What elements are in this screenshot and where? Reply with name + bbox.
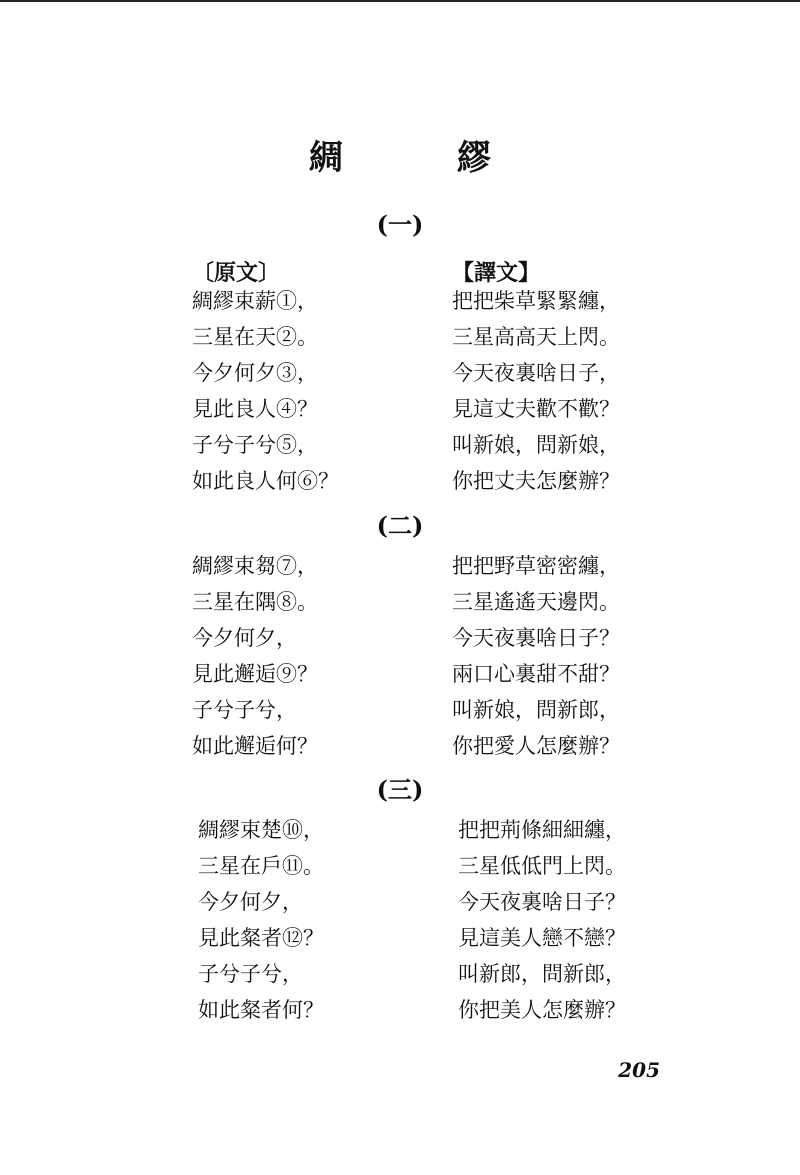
original-line: 如此良人何⑥？ [192,469,339,493]
original-line: 三星在天②。 [192,325,318,349]
original-line: 三星在戶⑪。 [198,854,324,878]
translation-line: 三星遙遙天邊閃。 [452,590,620,614]
original-line: 綢繆束薪①， [192,289,318,313]
original-line: 今夕何夕， [192,626,297,650]
section-label: (三) [376,775,424,804]
translation-line: 叫新娘，問新郎， [452,698,620,722]
original-line: 綢繆束楚⑩， [198,818,324,842]
original-line: 子兮子兮， [192,698,297,722]
page-number: 205 [618,1058,660,1082]
original-line: 今夕何夕③， [192,361,318,385]
original-line: 如此邂逅何？ [192,734,318,758]
original-line: 子兮子兮⑤， [192,433,318,457]
translation-line: 三星低低門上閃。 [458,854,626,878]
original-line: 三星在隅⑧。 [192,590,318,614]
translation-column [458,812,626,1028]
translation-line: 三星高高天上閃。 [452,325,620,349]
translation-line: 見這美人戀不戀？ [458,926,626,950]
top-rule [0,0,800,2]
original-line: 今夕何夕， [198,890,303,914]
translation-column [452,548,620,764]
translation-line: 兩口心裏甜不甜？ [452,662,620,686]
original-line: 如此粲者何？ [198,998,324,1022]
original-line: 見此邂逅⑨？ [192,662,318,686]
translation-line: 今天夜裏啥日子， [452,361,620,385]
translation-line: 今天夜裏啥日子？ [452,626,620,650]
section-label: (二) [376,511,424,540]
original-column [198,812,324,1028]
translation-line: 把把野草密密纏， [452,554,620,578]
poem-title: 綢 繆 [309,138,531,178]
original-column [192,548,318,764]
original-line: 綢繆束芻⑦， [192,554,318,578]
translation-column [452,283,620,499]
translation-line: 你把愛人怎麼辦？ [452,734,620,758]
translation-line: 叫新娘，問新娘， [452,433,620,457]
translation-line: 你把丈夫怎麼辦？ [452,469,620,493]
translation-header: 【譯文】 [452,260,541,286]
original-line: 見此粲者⑫？ [198,926,324,950]
original-line: 子兮子兮， [198,962,303,986]
original-header: 〔原文〕 [192,260,281,286]
original-line: 見此良人④？ [192,397,318,421]
section-label: (一) [376,210,424,239]
translation-line: 把把柴草緊緊纏， [452,289,620,313]
translation-line: 見這丈夫歡不歡？ [452,397,620,421]
translation-line: 叫新郎，問新郎， [458,962,626,986]
original-column [192,283,339,499]
translation-line: 把把荊條細細纏， [458,818,626,842]
translation-line: 你把美人怎麼辦？ [458,998,626,1022]
translation-line: 今天夜裏啥日子？ [458,890,626,914]
